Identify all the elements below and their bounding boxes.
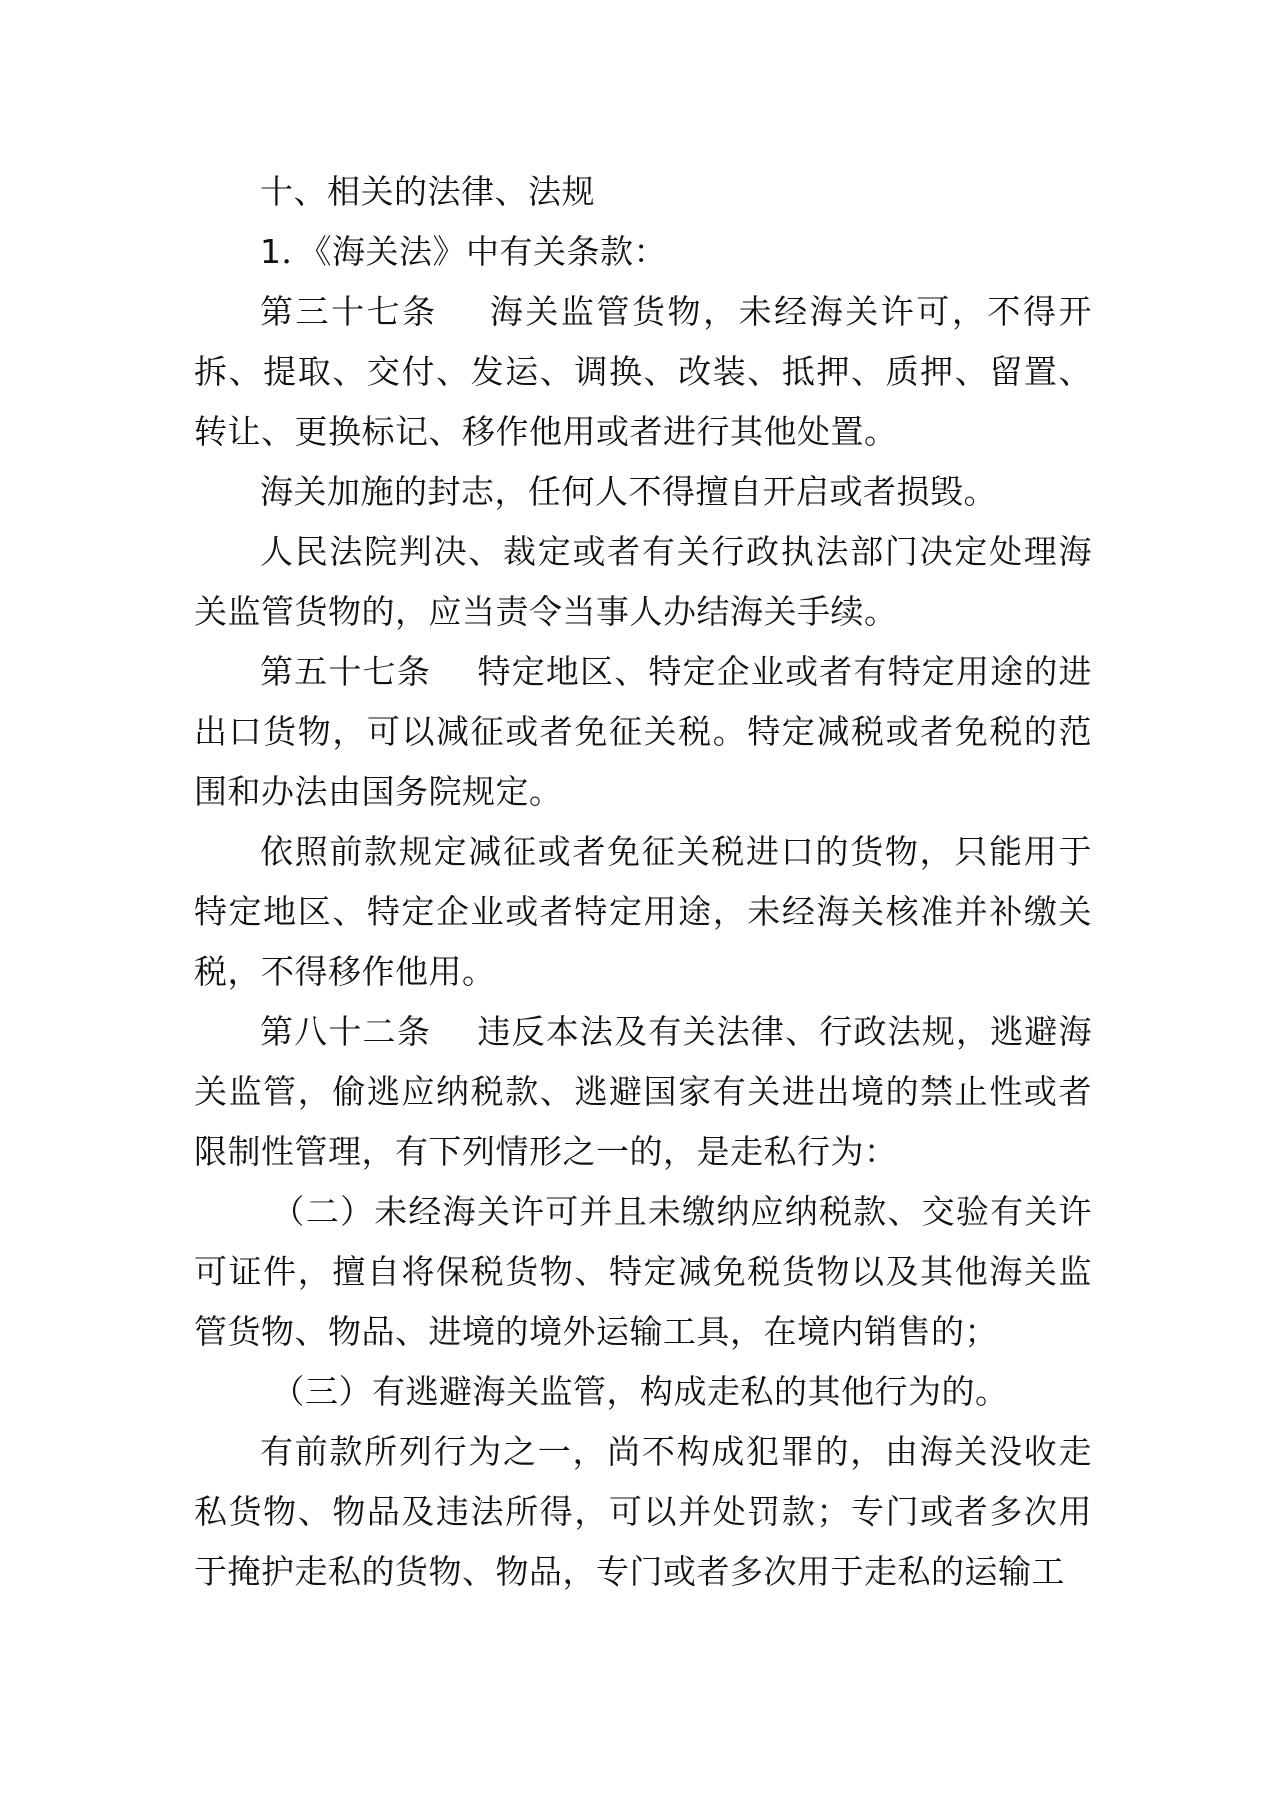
paragraph-seal: 海关加施的封志，任何人不得擅自开启或者损毁。 — [260, 472, 997, 511]
paragraph-reduced-duty: 依照前款规定减征或者免征关税进口的货物，只能用于特定地区、特定企业或者特定用途，未经海关核准并补缴关税，不得移作他用。 — [194, 832, 1092, 991]
article-82-number: 第八十二条 — [260, 1012, 431, 1051]
article-57 — [194, 642, 1092, 822]
law-subheading: 1．《海关法》中有关条款： — [260, 232, 667, 271]
paragraph-court: 人民法院判决、裁定或者有关行政执法部门决定处理海关监管货物的，应当责令当事人办结海关手续。 — [194, 532, 1092, 631]
section-heading: 十、相关的法律、法规 — [260, 172, 595, 211]
article-57-number: 第五十七条 — [260, 652, 431, 691]
article-82-text: 违反本法及有关法律、行政法规，逃避海关监管，偷逃应纳税款、逃避国家有关进出境的禁止性或者限制性管理，有下列情形之一的，是走私行为： — [194, 1012, 1092, 1171]
list-item-2: （二）未经海关许可并且未缴纳应纳税款、交验有关许可证件，擅自将保税货物、特定减免税货物以及其他海关监管货物、物品、进境的境外运输工具，在境内销售的； — [194, 1192, 1092, 1351]
article-37-number: 第三十七条 — [260, 292, 438, 331]
article-37 — [194, 282, 1092, 462]
article-57-text: 特定地区、特定企业或者有特定用途的进出口货物，可以减征或者免征关税。特定减税或者免税的范围和办法由国务院规定。 — [194, 652, 1092, 811]
document-body — [194, 162, 1092, 1602]
list-item-3: （三）有逃避海关监管，构成走私的其他行为的。 — [271, 1372, 1009, 1411]
paragraph-penalty: 有前款所列行为之一，尚不构成犯罪的，由海关没收走私货物、物品及违法所得，可以并处罚款；专门或者多次用于掩护走私的货物、物品，专门或者多次用于走私的运输工 — [194, 1432, 1092, 1591]
article-82 — [194, 1002, 1092, 1182]
article-37-text: 海关监管货物，未经海关许可，不得开拆、提取、交付、发运、调换、改装、抵押、质押、留置、转让、更换标记、移作他用或者进行其他处置。 — [194, 292, 1093, 451]
